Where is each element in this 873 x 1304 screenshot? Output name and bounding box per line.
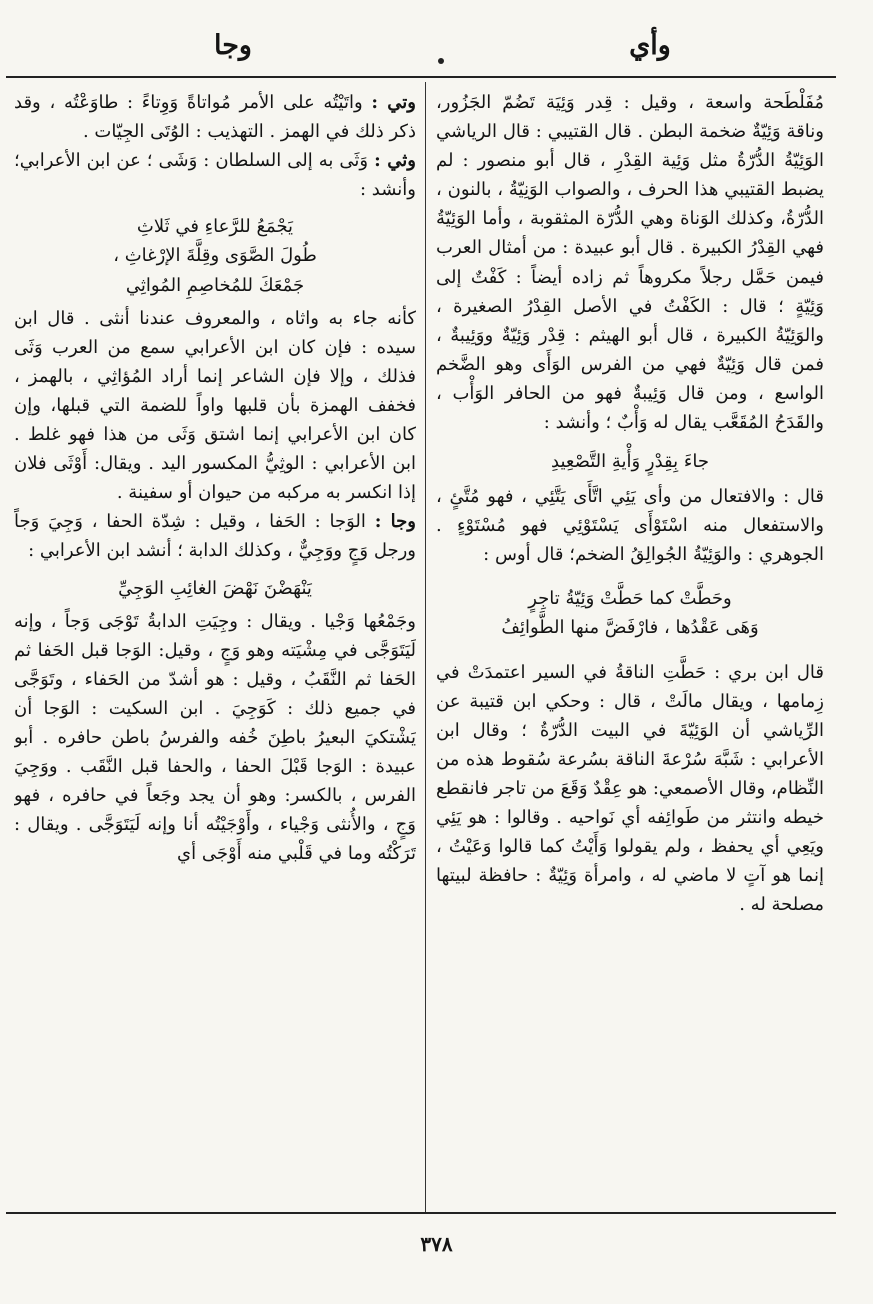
entry-headword: وتي :	[371, 92, 416, 113]
verse-line: وحَطَّتْ كما حَطَّتْ وَئِيّةُ تاجِرٍ	[528, 587, 732, 609]
entry-text: وَثَى به إلى السلطان : وَشَى ؛ عن ابن الأعرابي؛ وأنشد :	[14, 150, 416, 201]
verse-line: جَمْعَكَ للمُخاصِمِ المُواثِي	[125, 274, 305, 296]
column-divider	[425, 82, 426, 1212]
right-running-headword: وأي	[629, 30, 671, 61]
paragraph: قال : والافتعال من وأى يَئِي اتَّأَى يَتَّئِي ، فهو مُتَّئٍ ، والاستفعال منه اسْتَوْأَى يَسْتَوْئِي فهو مُسْتَوْءٍ . الجوهري : والوَئِيّةُ الجُوالِقُ الضخم؛ قال أوس :	[436, 486, 824, 566]
header-dot	[438, 58, 444, 64]
verse-line: وَهَى عَقْدُها ، فارْفَضَّ منها الطَّوائِفُ	[501, 616, 759, 638]
right-column	[436, 88, 824, 1203]
verse-line: طُولَ الصَّوَى وقِلَّةَ الإرْغاثِ ،	[113, 245, 317, 267]
left-running-headword: وجا	[214, 30, 252, 61]
paragraph: مُفَلْطَحة واسعة ، وقيل : قِدر وَئِيَة تَضُمّ الجَزُور، وناقة وَئِيّةٌ ضخمة البطن . قال القتيبي : قال الرياشي الوَئِيّةُ الدُّرّةُ مثل وَئِية القِدْرِ ، قال أبو منصور : لم يضبط القتيبي هذا الحرف ، والصواب الوَنِيّةُ ، بالنون ، الدُّرّةُ، وكذلك الوَناة وهي الدُّرّة المثقوبة ، وأما الوَئِيّةُ فهي القِدْرُ الكبيرة . قال أبو عبيدة : من أمثال العرب فيمن حَمَّل رجلاً مكروهاً ثم زاده أيضاً : كَفْتٌ إلى وَئِيّةٍ ؛ قال : الكَفْتُ في الأصل القِدْرُ الصغيرة ، والوَئِيّةُ الكبيرة ، قال أبو الهيثم : قِدْر وَئِيّةٌ ووَئِيبةٌ ، فمن قال وَئِيّةٌ فهي من الفرس الوَأَى وهو الضَّخم الواسع ، ومن قال وَئِيبةٌ فهو من الحافر الوَأْب ، والقَدَحُ المُقَعَّب يقال له وَأْبٌ ؛ وأنشد :	[436, 92, 824, 434]
entry-wati	[14, 88, 416, 146]
page-number: ٣٧٨	[420, 1232, 453, 1256]
entry-headword: وجا :	[374, 511, 416, 533]
footer-rule	[6, 1212, 836, 1214]
entry-text: الوَجا : الحَفا ، وقيل : شِدّة الحفا ، وَجِيَ وَجاً ورجل وَجٍ ووَجِيٌّ ، وكذلك الدابة ؛ أنشد ابن الأعرابي :	[14, 511, 416, 562]
paragraph: وجَمْعُها وَجْيا . ويقال : وجِيَتِ الدابةُ تَوْجَى وَجاً ، وإنه لَيَتَوَجَّى في مِشْيَته وهو وَجٍ ، وقيل: الوَجا قبل الحَفا ثم الحَفا ثم النَّقَبُ ، وقيل : هو أشدّ من الحَفاء ، وتَوَجَّى في جميع ذلك : كَوَجِيَ . ابن السكيت : الوَجا أن يَشْتكيَ البعيرُ باطِنَ خُفه والفرسُ باطن حافره . أبو عبيدة : الوَجا قَبْلَ الحفا ، والحفا قبل النَّقَب . ووَجِيَ الفرس ، بالكسر: وهو أن يجد وجَعاً في حافره ، فهو وَجٍ ، والأُنثى وَجْياء ، وأَوْجَيْتُه أنا وإنه لَيَتَوَجَّى . ويقال : تَرَكْتُه وما في قَلْبي منه أَوْجَى أي	[14, 610, 416, 865]
verse-line: جاءَ بِقِدْرٍ وَأْيةِ التَّصْعِيدِ	[551, 451, 709, 473]
entry-text: واتَيْتُه على الأمر مُواتاةً وَوِتاءً : طاوَعْتُه ، وقد ذكر ذلك في الهمز . التهذيب : الوُتَى الجِيّات .	[14, 92, 416, 143]
page-header	[0, 28, 873, 72]
entry-wathi	[14, 146, 416, 204]
verse-line: يَجْمَعُ للرَّعاءِ في ثَلاثِ	[136, 216, 294, 238]
verse-line: يَنْهَضْنَ نَهْضَ الغائِبِ الوَجِيِّ	[118, 577, 312, 599]
paragraph: كأنه جاء به واثاه ، والمعروف عندنا أنثى . قال ابن سيده : فإن كان ابن الأعرابي سمع من العرب وَثَى فذلك ، وإلا فإن الشاعر إنما أراد المُؤاثِي ، بالهمز ، فخفف الهمزة بأن قلبها واواً للضمة التي قبلها، وإن كان ابن الأعرابي إنما اشتق وَثَى من هذا فهو غلط . ابن الأعرابي : الوثِيُّ المكسور اليد . ويقال: أَوْثَى فلان إذا انكسر به مركبه من حيوان أو سفينة .	[14, 307, 416, 504]
entry-waja	[14, 507, 416, 565]
left-column	[14, 88, 416, 1203]
paragraph: قال ابن بري : حَطَّتِ الناقةُ في السير اعتمدَتْ في زِمامها ، ويقال مالَتْ ، قال : وحكي ابن قتيبة عن الرِّياشي أن الوَئِيّةَ في البيت الدُّرّةُ ؛ وقال ابن الأعرابي : شَبَّهَ سُرْعةَ الناقة بسُرعة سُقوط هذه من النِّظام، وقال الأصمعي: هو عِقْدٌ وَقَعَ من تاجر فانقطع خيطه وانتثر من طَوائِفه أي نَواحيه . وقالوا : هو يَئِي ويَعِي أي يحفظ ، ولم يقولوا وَأَيْتُ كما قالوا وَعَيْتُ ، إنما هو آتٍ لا ماضي له ، وامرأة وَئِيّةٌ : حافظة لبيتها مصلحة له .	[436, 661, 824, 916]
entry-headword: وثي :	[374, 150, 416, 172]
header-rule	[6, 76, 836, 78]
